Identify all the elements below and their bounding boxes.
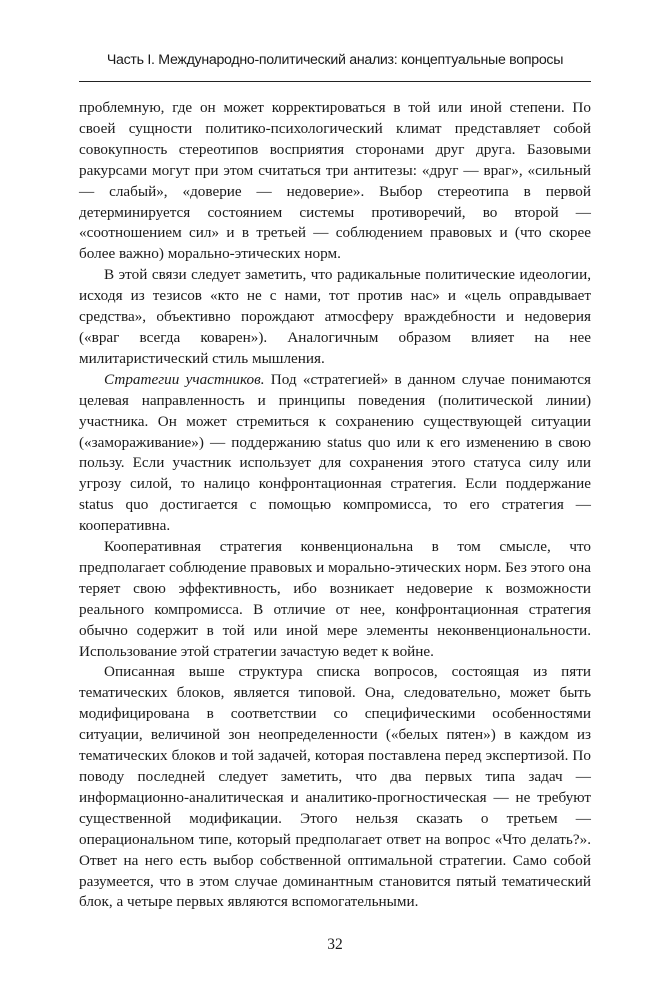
- page-number: 32: [327, 936, 343, 953]
- italic-lead-in: Стратегии участников.: [104, 370, 265, 388]
- paragraph-5: Описанная выше структура списка вопросов, состоящая из пяти тематических блоков, является типовой. Она, следовательно, может быть модифицирована в соответствии со специфическими особенностями ситуации, величиной зон неопределенности («белых пятен») в каждом из тематических блоков и той задачей, которая поставлена перед экспертизой. По поводу последней следует заметить, что два первых типа задач — информационно-аналитическая и аналитико-прогностическая — не требуют существенной модификации. Этого нельзя сказать о третьем — операциональном типе, который предполагает ответ на вопрос «Что делать?». Ответ на него есть выбор собственной оптимальной стратегии. Само собой разумеется, что в этом случае доминантным становится пятый тематический блок, а четыре первых являются вспомогательными.: [79, 663, 591, 911]
- paragraph-4: Кооперативная стратегия конвенциональна в том смысле, что предполагает соблюдение правовых и морально-этических норм. Без этого она теряет свою эффективность, ибо возникает недоверие к возможности реального компромисса. В отличие от нее, конфронтационная стратегия обычно содержит в той или иной мере элементы неконвенциональности. Использование этой стратегии зачастую ведет к войне.: [79, 538, 591, 660]
- running-head: Часть I. Международно-политический анализ: концептуальные вопросы: [106, 52, 564, 68]
- header-rule: [79, 81, 591, 82]
- body-text: [79, 98, 591, 913]
- paragraph-2: В этой связи следует заметить, что радикальные политические идеологии, исходя из тезисов «кто не с нами, тот против нас» и «цель оправдывает средства», объективно порождают атмосферу враждебности и недоверия («враг всегда коварен»). Аналогичным образом влияет на нее милитаристический стиль мышления.: [79, 266, 591, 367]
- book-page: [79, 0, 591, 1000]
- paragraph-3-text: Под «стратегией» в данном случае понимаются целевая направленность и принципы поведения (политической линии) участника. Он может стремиться к сохранению существующей ситуации («замораживание») — поддержанию status quo или к его изменению в свою пользу. Если участник использует для сохранения этого статуса силу или угрозу силой, то налицо конфронтационная стратегия. Если поддержание status quo достигается с помощью компромисса, то его стратегия — кооперативна.: [79, 370, 591, 535]
- paragraph-1: проблемную, где он может корректироваться в той или иной степени. По своей сущности политико-психологический климат представляет собой совокупность стереотипов восприятия сторонами друг друга. Базовыми ракурсами могут при этом считаться три антитезы: «друг — враг», «сильный — слабый», «доверие — недоверие». Выбор стереотипа в первой детерминируется состоянием системы противоречий, во второй — «соотношением сил» и в третьей — соблюдением правовых и (что скорее более важно) морально-этических норм.: [79, 99, 591, 263]
- paragraph-3: [79, 370, 591, 537]
